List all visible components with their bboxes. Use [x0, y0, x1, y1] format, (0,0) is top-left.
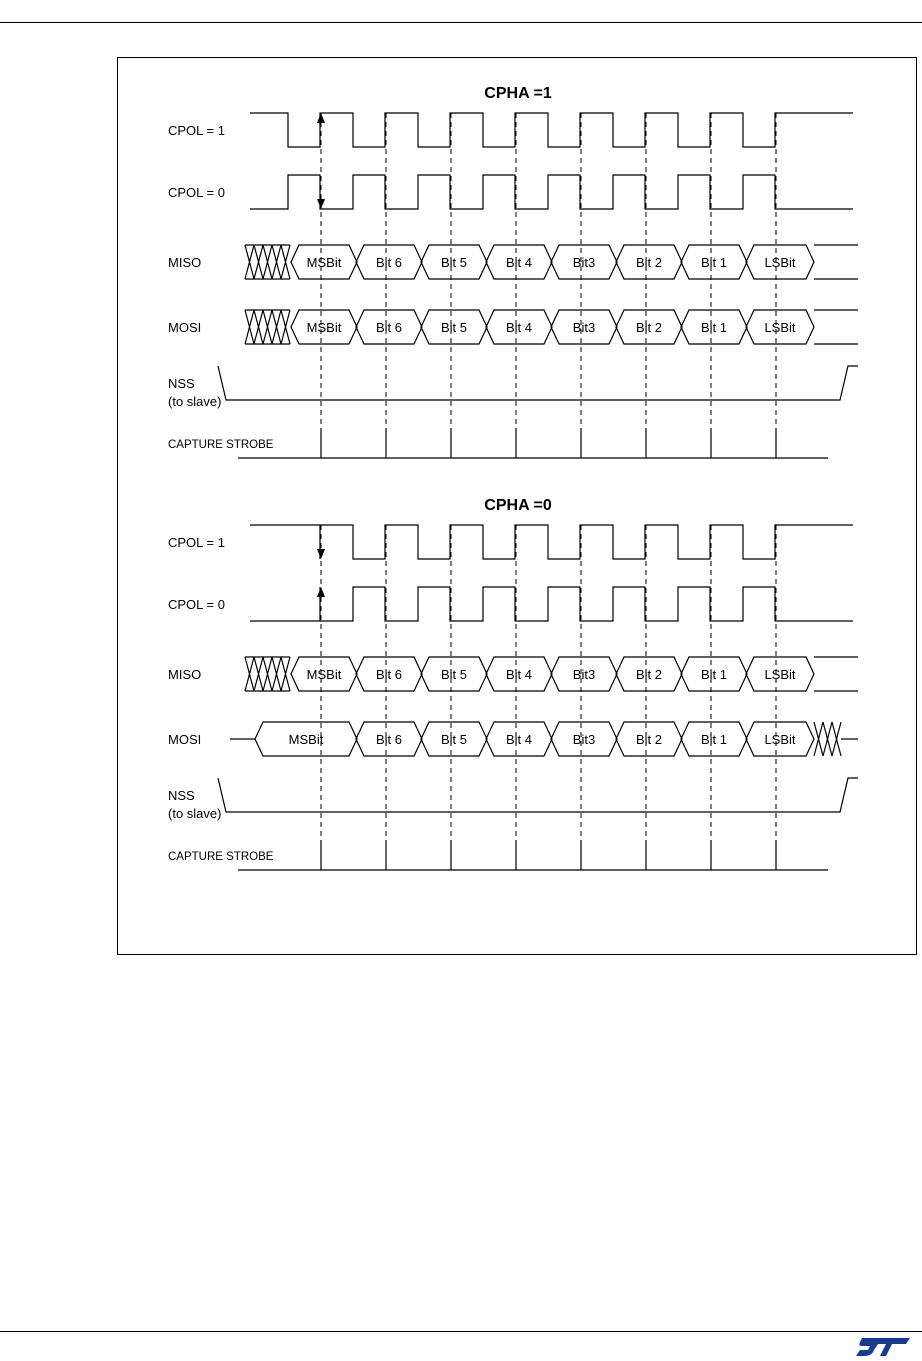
cpol1-label: CPOL = 1: [168, 123, 225, 138]
bit-label: Bit3: [572, 667, 596, 682]
undefined-data-hatch: [281, 310, 290, 344]
bit-label: Bit 2: [635, 320, 663, 335]
cpol0-label: CPOL = 0: [168, 597, 225, 612]
diagram-title: CPHA =0: [484, 497, 552, 514]
undefined-data-hatch: [254, 310, 263, 344]
bit-label: Bit 6: [375, 320, 403, 335]
nss-waveform: [218, 778, 858, 812]
bit-label: LSBit: [764, 320, 796, 335]
mosi-label: MOSI: [168, 320, 202, 335]
undefined-data-hatch: [245, 657, 254, 691]
capture-strobe-label: CAPTURE STROBE: [168, 439, 274, 451]
bit-label: Bit 4: [505, 732, 533, 747]
mosi-bus: [245, 310, 858, 344]
cpol0-clock-waveform: [250, 587, 853, 621]
cpha-diagram-0: [168, 497, 858, 870]
bit-label: Bit 5: [440, 320, 468, 335]
cpol1-label: CPOL = 1: [168, 535, 225, 550]
undefined-data-hatch: [832, 722, 841, 756]
bit-label: Bit3: [572, 320, 596, 335]
bit-label: Bit 4: [505, 320, 533, 335]
bit-label: LSBit: [764, 732, 796, 747]
undefined-data-hatch: [814, 722, 823, 756]
undefined-data-hatch: [272, 245, 281, 279]
nss-label: NSS: [168, 788, 195, 803]
bit-label: Bit 1: [700, 255, 728, 270]
miso-label: MISO: [168, 255, 202, 270]
bit-label: Bit 2: [635, 732, 663, 747]
undefined-data-hatch: [245, 310, 254, 344]
bit-label: LSBit: [764, 667, 796, 682]
miso-bus: [245, 245, 858, 279]
undefined-data-hatch: [272, 657, 281, 691]
bit-label: Bit 6: [375, 732, 403, 747]
mosi-label: MOSI: [168, 732, 202, 747]
undefined-data-hatch: [263, 245, 272, 279]
cpol0-clock-waveform: [250, 175, 853, 209]
cpol1-clock-waveform: [250, 113, 853, 147]
edge-arrow-icon: [317, 113, 325, 123]
bit-label: LSBit: [764, 255, 796, 270]
bit-label: Bit 4: [505, 255, 533, 270]
cpol1-clock-waveform: [250, 525, 853, 559]
bit-label: Bit 5: [440, 667, 468, 682]
bit-label: MSBit: [306, 667, 342, 682]
bit-label: Bit 5: [440, 732, 468, 747]
bus-tail: [814, 245, 858, 279]
miso-bus: [245, 657, 858, 691]
bit-label: Bit 6: [375, 255, 403, 270]
bit-label: Bit3: [572, 255, 596, 270]
miso-label: MISO: [168, 667, 202, 682]
undefined-data-hatch: [254, 657, 263, 691]
cpha-diagram-1: [168, 85, 858, 458]
header-rule: [0, 22, 922, 23]
cpol0-label: CPOL = 0: [168, 185, 225, 200]
bit-label: Bit 4: [505, 667, 533, 682]
undefined-data-hatch: [254, 245, 263, 279]
diagram-title: CPHA =1: [484, 85, 552, 102]
edge-arrow-icon: [317, 549, 325, 559]
bit-label: Bit 2: [635, 255, 663, 270]
bit-label: Bit 1: [700, 667, 728, 682]
capture-strobe-label: CAPTURE STROBE: [168, 851, 274, 863]
bus-tail: [814, 657, 858, 691]
undefined-data-hatch: [263, 657, 272, 691]
undefined-data-hatch: [281, 657, 290, 691]
bit-label: MSBit: [306, 255, 342, 270]
bit-label: Bit 5: [440, 255, 468, 270]
undefined-data-hatch: [272, 310, 281, 344]
undefined-data-hatch: [281, 245, 290, 279]
timing-diagram-canvas: [118, 58, 918, 956]
bit-label: Bit3: [572, 732, 596, 747]
edge-arrow-icon: [317, 587, 325, 597]
bit-label: MSBit: [306, 320, 342, 335]
bus-tail: [814, 310, 858, 344]
bit-label: Bit 2: [635, 667, 663, 682]
undefined-data-hatch: [263, 310, 272, 344]
bit-label: Bit 1: [700, 732, 728, 747]
nss-waveform: [218, 366, 858, 400]
bit-label: Bit 6: [375, 667, 403, 682]
nss-sublabel: (to slave): [168, 806, 222, 821]
spi-timing-figure: [117, 57, 917, 955]
edge-arrow-icon: [317, 199, 325, 209]
nss-label: NSS: [168, 376, 195, 391]
footer-rule: [0, 1331, 922, 1332]
undefined-data-hatch: [823, 722, 832, 756]
bit-label: Bit 1: [700, 320, 728, 335]
bit-label: MSBit: [288, 732, 324, 747]
nss-sublabel: (to slave): [168, 394, 222, 409]
st-logo-icon: [856, 1336, 912, 1358]
mosi-bus: [230, 722, 858, 756]
undefined-data-hatch: [245, 245, 254, 279]
